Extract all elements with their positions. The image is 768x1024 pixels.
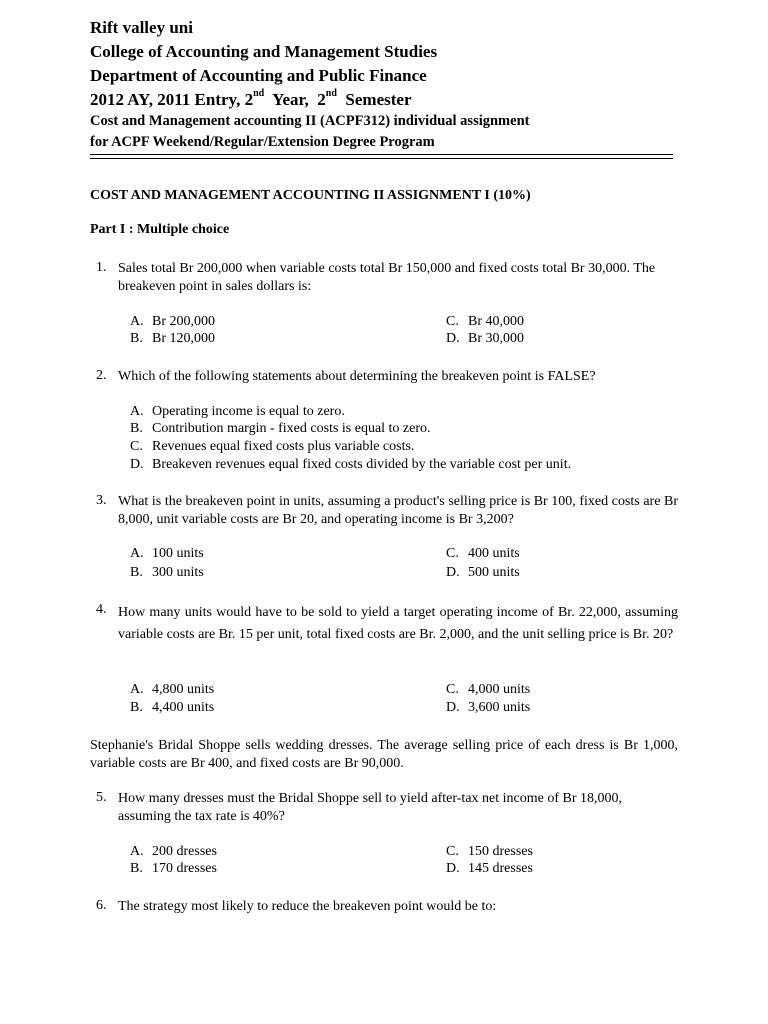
year-line-sup-1: nd — [253, 88, 265, 99]
option-text: 170 dresses — [152, 861, 217, 876]
part-title: Part I : Multiple choice — [90, 222, 230, 237]
question-number: 5. — [96, 790, 107, 805]
year-line-sup-2: nd — [325, 88, 337, 99]
option-text: 4,400 units — [152, 700, 215, 715]
option-d — [446, 331, 524, 347]
option-letter: B. — [130, 565, 143, 580]
question-text: Which of the following statements about determining the breakeven point is FALSE? — [118, 369, 596, 384]
option-letter: D. — [446, 700, 460, 715]
option-c — [130, 439, 414, 455]
question-text: The strategy most likely to reduce the breakeven point would be to: — [118, 899, 497, 914]
option-letter: A. — [130, 682, 144, 697]
option-a — [130, 682, 214, 698]
year-semester-line — [90, 90, 412, 110]
option-c — [446, 844, 533, 860]
option-letter: A. — [130, 546, 144, 561]
option-text: 300 units — [152, 565, 204, 580]
department-name: Department of Accounting and Public Finance — [90, 66, 427, 85]
option-text: 200 dresses — [152, 844, 217, 859]
option-letter: C. — [130, 439, 143, 454]
option-letter: C. — [446, 682, 459, 697]
question-number: 4. — [96, 602, 107, 617]
option-text: Operating income is equal to zero. — [152, 404, 345, 419]
college-name: College of Accounting and Management Studies — [90, 42, 438, 61]
option-d — [446, 565, 520, 581]
option-c — [446, 546, 520, 562]
assignment-title: COST AND MANAGEMENT ACCOUNTING II ASSIGNMENT I (10%) — [90, 188, 531, 203]
year-line-prefix: 2012 AY, 2011 Entry, 2 — [90, 90, 254, 109]
question-text: What is the breakeven point in units, assuming a product's selling price is Br 100, fixed costs are Br 8,000, unit variable costs are Br 20, and operating income is Br 3,200? — [118, 494, 678, 527]
question-number: 2. — [96, 368, 107, 383]
option-letter: B. — [130, 421, 143, 436]
option-text: 150 dresses — [468, 844, 533, 859]
option-letter: B. — [130, 700, 143, 715]
option-text: Br 120,000 — [152, 331, 215, 346]
question-number: 1. — [96, 260, 107, 275]
option-c — [446, 682, 530, 698]
question-text: Sales total Br 200,000 when variable costs total Br 150,000 and fixed costs total Br 30,000. The breakeven point in sales dollars is: — [118, 261, 656, 294]
question-number: 3. — [96, 493, 107, 508]
option-text: 145 dresses — [468, 861, 533, 876]
option-letter: B. — [130, 861, 143, 876]
option-b — [130, 421, 431, 437]
question-text: How many dresses must the Bridal Shoppe sell to yield after-tax net income of Br 18,000, assuming the tax rate is 40%? — [118, 791, 623, 824]
option-text: 4,000 units — [468, 682, 531, 697]
option-a — [130, 314, 215, 330]
option-a — [130, 844, 217, 860]
option-b — [130, 700, 214, 716]
option-text: Contribution margin - fixed costs is equal to zero. — [152, 421, 431, 436]
option-text: 4,800 units — [152, 682, 215, 697]
option-b — [130, 861, 217, 877]
option-letter: D. — [446, 861, 460, 876]
option-text: Br 40,000 — [468, 314, 524, 329]
option-text: 400 units — [468, 546, 520, 561]
option-letter: B. — [130, 331, 143, 346]
option-c — [446, 314, 524, 330]
option-letter: D. — [130, 457, 144, 472]
option-text: 500 units — [468, 565, 520, 580]
option-b — [130, 565, 204, 581]
option-d — [446, 861, 533, 877]
option-letter: A. — [130, 314, 144, 329]
option-letter: D. — [446, 331, 460, 346]
option-letter: A. — [130, 844, 144, 859]
option-text: Br 30,000 — [468, 331, 524, 346]
option-a — [130, 546, 204, 562]
option-text: Breakeven revenues equal fixed costs divided by the variable cost per unit. — [152, 457, 572, 472]
year-line-middle: Year, 2 — [264, 90, 326, 109]
question-number: 6. — [96, 898, 107, 913]
year-line-suffix: Semester — [336, 90, 412, 109]
option-letter: D. — [446, 565, 460, 580]
option-a — [130, 404, 345, 420]
option-text: 100 units — [152, 546, 204, 561]
question-text: How many units would have to be sold to yield a target operating income of Br. 22,000, assuming variable costs are Br. 15 per unit, total fixed costs are Br. 2,000, and the unit selling price is Br. 20? — [118, 605, 678, 642]
option-letter: C. — [446, 314, 459, 329]
option-text: Br 200,000 — [152, 314, 215, 329]
option-d — [446, 700, 530, 716]
option-text: 3,600 units — [468, 700, 531, 715]
option-letter: A. — [130, 404, 144, 419]
scenario-text: Stephanie's Bridal Shoppe sells wedding dresses. The average selling price of each dress is Br 1,000, variable costs are Br 400, and fixed costs are Br 90,000. — [90, 738, 678, 771]
university-name: Rift valley uni — [90, 18, 193, 37]
option-b — [130, 331, 215, 347]
option-d — [130, 457, 571, 473]
option-text: Revenues equal fixed costs plus variable costs. — [152, 439, 415, 454]
option-letter: C. — [446, 546, 459, 561]
option-letter: C. — [446, 844, 459, 859]
program-line: for ACPF Weekend/Regular/Extension Degree Program — [90, 134, 435, 150]
double-rule-divider — [90, 152, 673, 162]
course-line: Cost and Management accounting II (ACPF312) individual assignment — [90, 113, 530, 129]
